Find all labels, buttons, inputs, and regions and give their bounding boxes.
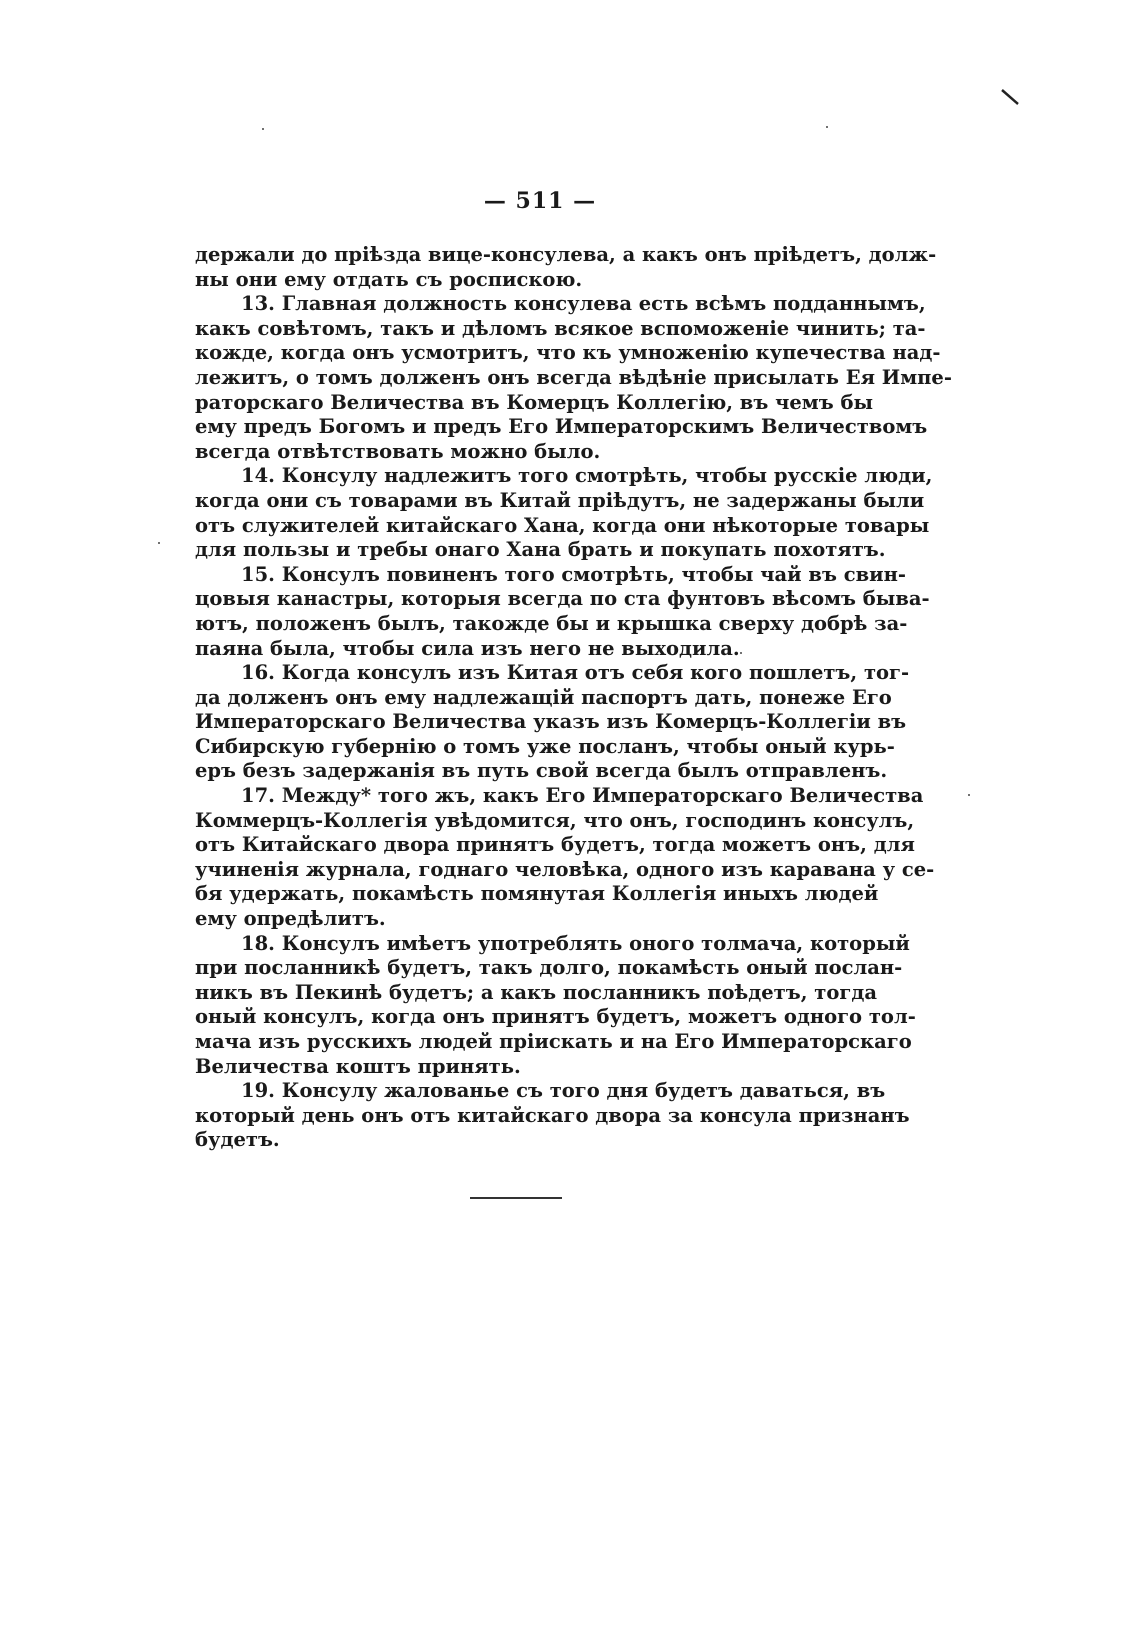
text-line: еръ безъ задержанія въ путь свой всегда былъ отправленъ. (195, 759, 888, 783)
paragraph (195, 562, 930, 661)
text-line: 13. Главная должность консулева есть всѣмъ подданнымъ, (241, 292, 926, 316)
text-line: 18. Консулъ имѣетъ употреблять оного толмача, который (241, 931, 910, 955)
dust-speck (826, 126, 828, 128)
text-line: 16. Когда консулъ изъ Китая отъ себя кого пошлетъ, тог- (241, 661, 910, 685)
page-number: — 511 — (483, 188, 597, 214)
dust-speck (262, 128, 264, 130)
text-line: да долженъ онъ ему надлежащій паспортъ дать, понеже Его (195, 685, 892, 709)
dust-speck (968, 794, 970, 796)
text-line: мача изъ русскихъ людей пріискать и на Его Императорскаго (195, 1030, 912, 1053)
text-line: какъ совѣтомъ, такъ и дѣломъ всякое вспоможеніе чинить; та- (195, 316, 926, 340)
body-text (195, 243, 952, 1153)
text-line: отъ служителей китайскаго Хана, когда они нѣкоторые товары (195, 513, 930, 537)
text-line: Сибирскую губернію о томъ уже посланъ, чтобы оный курь- (195, 734, 895, 758)
paragraph (195, 243, 937, 292)
text-line: бя удержать, покамѣсть помянутая Коллегія иныхъ людей (195, 882, 879, 906)
paragraph (195, 1079, 910, 1153)
text-line: учиненія журнала, годнаго человѣка, одного изъ каравана у се- (195, 857, 935, 881)
paragraph (195, 931, 916, 1080)
text-line: раторскаго Величества въ Комерцъ Коллегію, въ чемъ бы (195, 390, 874, 414)
text-line: кожде, когда онъ усмотритъ, что къ умноженію купечества над- (195, 341, 941, 365)
text-line: паяна была, чтобы сила изъ него не выходила. (195, 636, 740, 660)
text-line: при посланникѣ будетъ, такъ долго, покамѣсть оный послан- (195, 956, 903, 980)
corner-stroke-mark (1000, 86, 1022, 108)
dust-speck (158, 542, 160, 544)
text-line: Императорскаго Величества указъ изъ Комерцъ-Коллегіи въ (195, 710, 907, 734)
end-rule (470, 1197, 562, 1199)
text-line: всегда отвѣтствовать можно было. (195, 439, 601, 463)
text-line: ны они ему отдать съ роспискою. (195, 267, 583, 291)
text-line: будетъ. (195, 1128, 280, 1152)
text-line: 14. Консулу надлежитъ того смотрѣть, чтобы русскіе люди, (241, 464, 933, 488)
text-line: ему предъ Богомъ и предъ Его Императорскимъ Величествомъ (195, 415, 928, 439)
paragraph (195, 784, 935, 932)
text-line: оный консулъ, когда онъ принятъ будетъ, можетъ одного тол- (195, 1005, 916, 1029)
text-line: ютъ, положенъ былъ, такожде бы и крышка сверху добрѣ за- (195, 611, 908, 635)
paragraph (195, 464, 933, 562)
text-line: который день онъ отъ китайскаго двора за консула признанъ (195, 1103, 910, 1127)
text-line: лежитъ, о томъ долженъ онъ всегда вѣдѣніе присылать Ея Импе- (195, 365, 952, 389)
text-line: 19. Консулу жалованье съ того дня будетъ даваться, въ (241, 1079, 886, 1103)
text-line: ему опредѣлитъ. (195, 907, 386, 931)
text-line: Величества коштъ принять. (195, 1054, 521, 1078)
text-line: цовыя канастры, которыя всегда по ста фунтовъ вѣсомъ быва- (195, 587, 930, 611)
text-line: 17. Между* того жъ, какъ Его Императорскаго Величества (241, 784, 924, 808)
text-line: для пользы и требы онаго Хана брать и покупать похотятъ. (195, 538, 886, 562)
text-line: никъ въ Пекинѣ будетъ; а какъ посланникъ поѣдетъ, тогда (195, 980, 877, 1004)
text-line: отъ Китайскаго двора принятъ будетъ, тогда можетъ онъ, для (195, 833, 915, 857)
paragraph (195, 292, 952, 464)
paragraph (195, 661, 910, 784)
text-line: когда они съ товарами въ Китай пріѣдутъ, не задержаны были (195, 488, 925, 512)
text-line: Коммерцъ-Коллегія увѣдомится, что онъ, господинъ консулъ, (195, 808, 915, 832)
text-line: держали до пріѣзда вице-консулева, а какъ онъ пріѣдетъ, долж- (195, 243, 937, 266)
text-line: 15. Консулъ повиненъ того смотрѣть, чтобы чай въ свин- (241, 562, 906, 586)
